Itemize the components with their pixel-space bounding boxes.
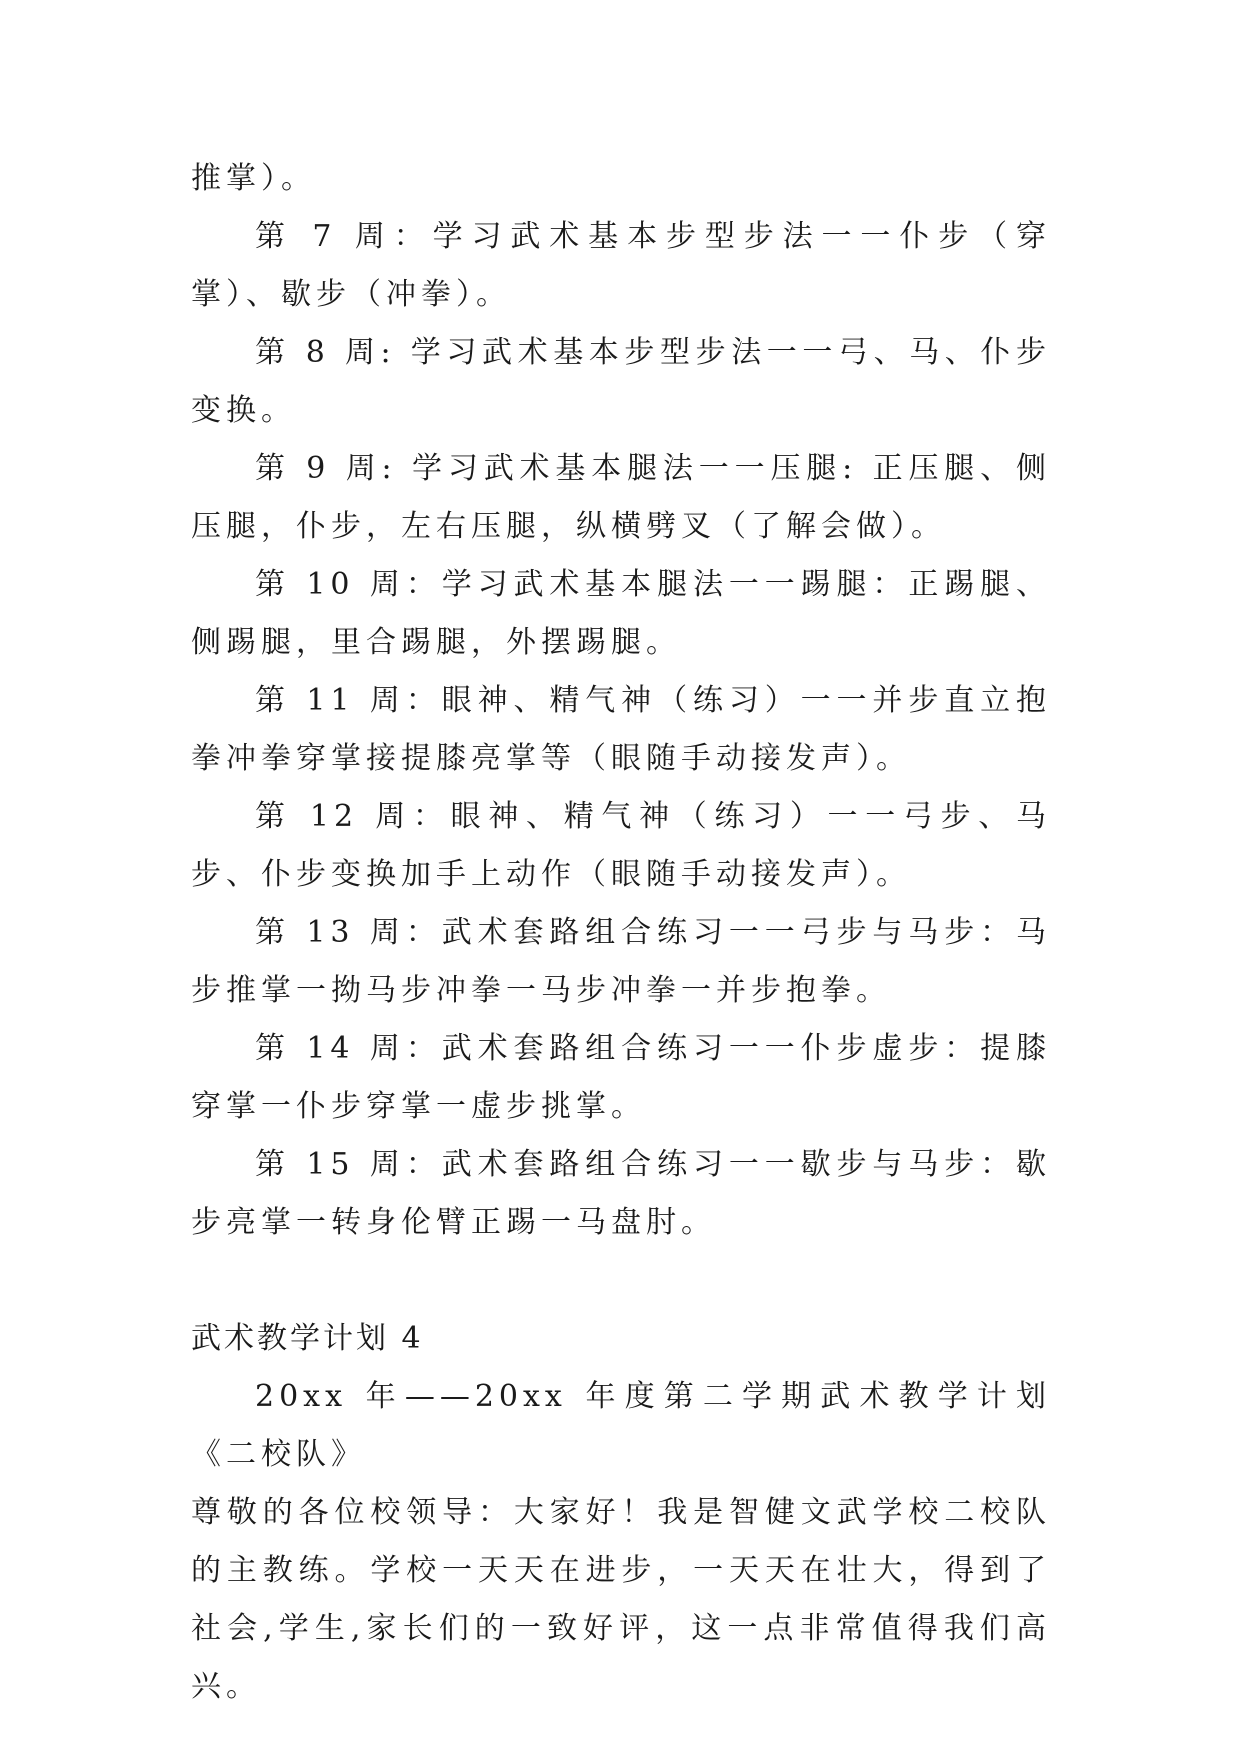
paragraph-week-7: 第 7 周：学习武术基本步型步法一一仆步（穿掌）、歇步（冲拳）。 <box>191 219 1051 312</box>
paragraph-week-10: 第 10 周：学习武术基本腿法一一踢腿：正踢腿、侧踢腿，里合踢腿，外摆踢腿。 <box>191 567 1051 660</box>
paragraph-week-15: 第 15 周：武术套路组合练习一一歇步与马步：歇步亮掌一转身伦臂正踢一马盘肘。 <box>191 1147 1051 1240</box>
greeting-paragraph: 尊敬的各位校领导：大家好！我是智健文武学校二校队的主教练。学校一天天在进步，一天天在壮大，得到了社会,学生,家长们的一致好评，这一点非常值得我们高兴。 <box>191 1495 1051 1704</box>
paragraph-week-9: 第 9 周: 学习武术基本腿法一一压腿: 正压腿、侧压腿，仆步，左右压腿，纵横劈叉（了解会做）。 <box>191 451 1051 544</box>
paragraph-week-11: 第 11 周：眼神、精气神（练习）一一并步直立抱拳冲拳穿掌接提膝亮掌等（眼随手动接发声）。 <box>191 683 1051 776</box>
paragraph-week-12: 第 12 周：眼神、精气神（练习）一一弓步、马步、仆步变换加手上动作（眼随手动接发声）。 <box>191 799 1051 892</box>
document-body <box>191 150 1051 1716</box>
section-title: 武术教学计划 4 <box>191 1321 424 1356</box>
paragraph-week-8: 第 8 周: 学习武术基本步型步法一一弓、马、仆步变换。 <box>191 335 1051 428</box>
plan-subtitle: 20xx 年——20xx 年度第二学期武术教学计划《二校队》 <box>191 1379 1051 1472</box>
paragraph-week-14: 第 14 周：武术套路组合练习一一仆步虚步：提膝穿掌一仆步穿掌一虚步挑掌。 <box>191 1031 1051 1124</box>
paragraph-continuation: 推掌）。 <box>191 161 316 196</box>
paragraph-week-13: 第 13 周：武术套路组合练习一一弓步与马步：马步推掌一拗马步冲拳一马步冲拳一并步抱拳。 <box>191 915 1051 1008</box>
